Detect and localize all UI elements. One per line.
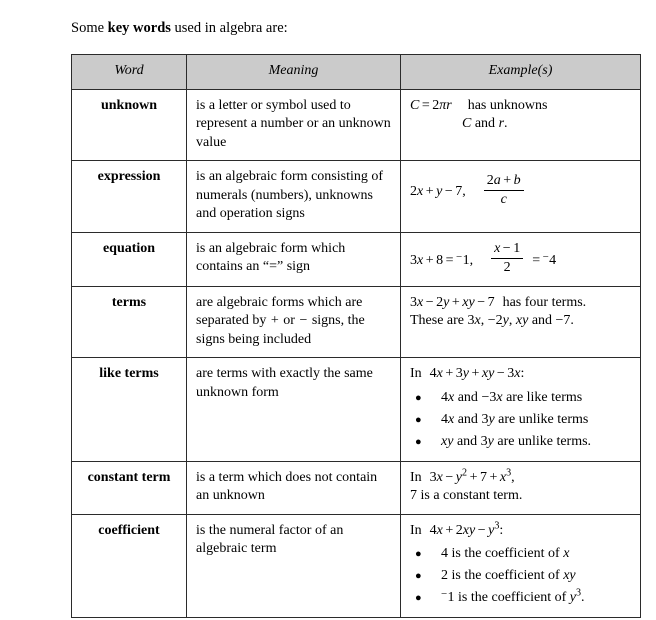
like-terms-bullet-list	[410, 387, 631, 453]
example-constant-term-line2: 7 is a constant term.	[410, 488, 523, 504]
meaning-terms: are algebraic forms which are separated by + or − signs, the signs being included	[187, 286, 401, 358]
example-terms-line1: 3x − 2y + xy − 7 has four terms.	[410, 294, 587, 310]
example-terms-line2: These are 3x, −2y, xy and −7.	[410, 313, 574, 329]
bullet-icon: ●	[415, 592, 422, 605]
example-unknown-line2: C and r.	[462, 116, 508, 131]
example-coefficient-intro: In $4x + 2xy - y^3$:	[410, 520, 504, 538]
table-row	[72, 286, 641, 358]
fraction-2a-plus-b-over-c: $\frac{2a + b}{c}$	[484, 173, 524, 207]
word-like-terms: like terms	[72, 358, 187, 462]
word-unknown: unknown	[72, 89, 187, 161]
list-item: ● xy and 3y are unlike terms.	[410, 431, 631, 453]
table-row	[72, 461, 641, 514]
table-row	[72, 161, 641, 233]
table-row	[72, 232, 641, 286]
meaning-like-terms: are terms with exactly the same unknown form	[187, 358, 401, 462]
key-words-table	[71, 54, 641, 618]
intro-paragraph	[71, 19, 288, 37]
table-row	[72, 89, 641, 161]
intro-text-after: used in algebra are:	[170, 20, 288, 36]
list-item: ● 2 is the coefficient of xy	[410, 565, 631, 587]
example-constant-term-line1: In $3x - y^2 + 7 + x^3$,	[410, 467, 515, 485]
word-equation: equation	[72, 232, 187, 286]
table-row	[72, 514, 641, 618]
meaning-constant-term: is a term which does not contain an unknown	[187, 461, 401, 514]
bullet-icon: ●	[415, 570, 422, 583]
word-terms: terms	[72, 286, 187, 358]
table-header-row	[72, 55, 641, 90]
example-constant-term	[401, 461, 641, 514]
example-terms	[401, 286, 641, 358]
list-item: ● 4x and 3y are unlike terms	[410, 409, 631, 431]
list-item: ● 4 is the coefficient of x	[410, 543, 631, 565]
meaning-expression: is an algebraic form consisting of numerals (numbers), unknowns and operation signs	[187, 161, 401, 233]
list-item: ● −1 is the coefficient of $y^3$.	[410, 587, 631, 609]
intro-text-before: Some	[71, 20, 108, 36]
example-equation: 3x + 8 = −1, $\frac{x - 1}{2}$ = −4	[401, 232, 641, 286]
example-coefficient	[401, 514, 641, 618]
example-unknown-line1: C = 2πr has unknowns	[410, 97, 548, 113]
example-expression: 2x + y − 7, $\frac{2a + b}{c}$	[401, 161, 641, 233]
example-like-terms	[401, 358, 641, 462]
word-expression: expression	[72, 161, 187, 233]
word-coefficient: coefficient	[72, 514, 187, 618]
bullet-icon: ●	[415, 548, 422, 561]
bullet-icon: ●	[415, 391, 422, 404]
meaning-unknown: is a letter or symbol used to represent a number or an unknown value	[187, 89, 401, 161]
example-like-terms-intro: In 4x + 3y + xy − 3x:	[410, 366, 525, 382]
table-row	[72, 358, 641, 462]
column-header-word: Word	[72, 55, 187, 90]
bullet-icon: ●	[415, 435, 422, 448]
intro-keyword: key words	[107, 20, 171, 36]
coefficient-bullet-list	[410, 543, 631, 609]
column-header-meaning: Meaning	[187, 55, 401, 90]
fraction-x-minus-1-over-2: $\frac{x - 1}{2}$	[491, 241, 523, 275]
meaning-coefficient: is the numeral factor of an algebraic term	[187, 514, 401, 618]
list-item: ● 4x and −3x are like terms	[410, 387, 631, 409]
example-unknown	[401, 89, 641, 161]
column-header-example: Example(s)	[401, 55, 641, 90]
word-constant-term: constant term	[72, 461, 187, 514]
bullet-icon: ●	[415, 413, 422, 426]
meaning-equation: is an algebraic form which contains an “=” sign	[187, 232, 401, 286]
